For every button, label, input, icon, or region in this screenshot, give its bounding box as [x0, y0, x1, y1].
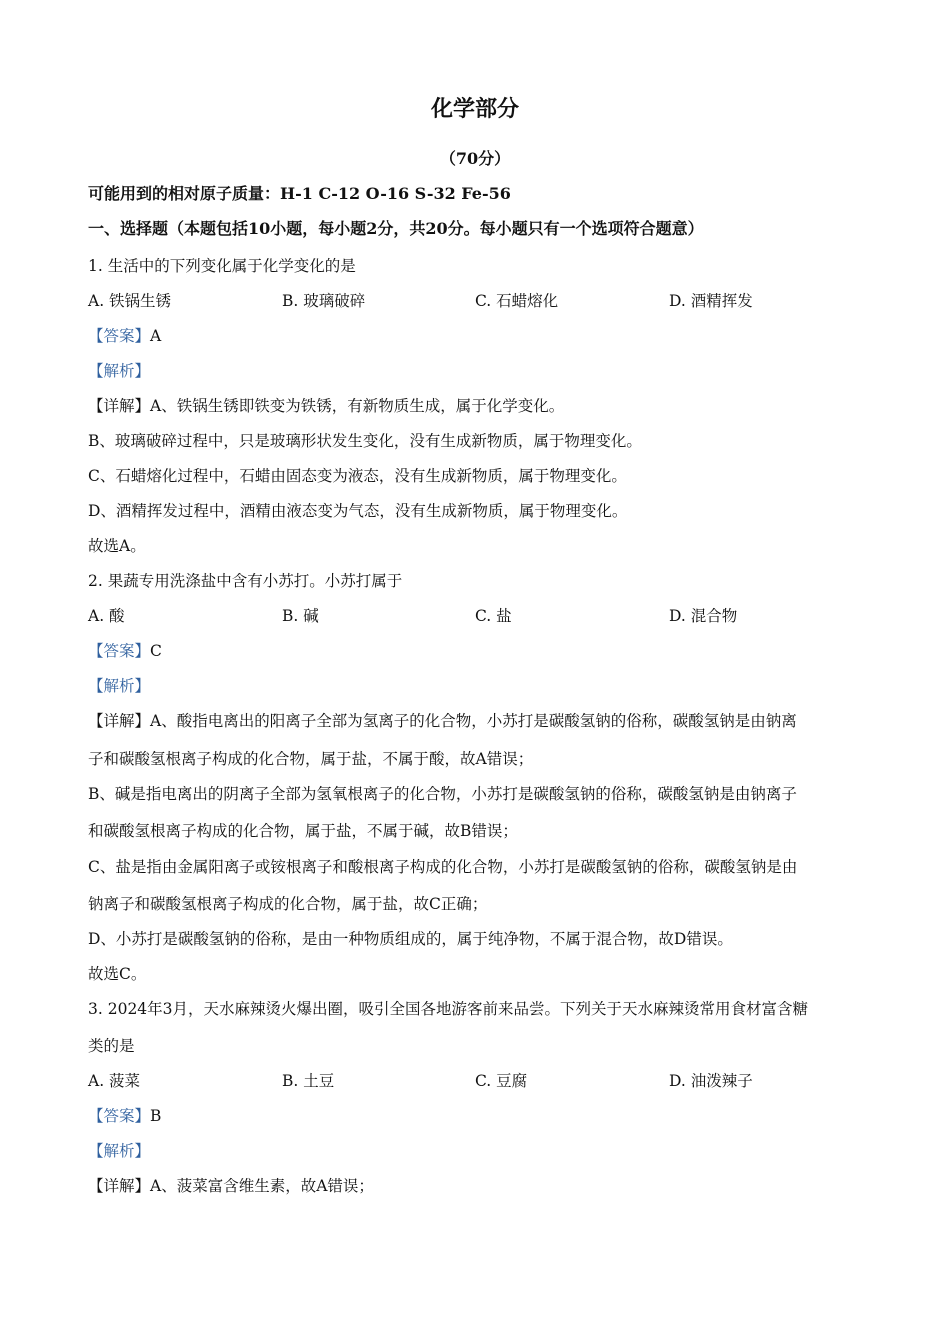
q2-detail-line: C、盐是指由金属阳离子或铵根离子和酸根离子构成的化合物，小苏打是碳酸氢钠的俗称，碳酸氢钠是由: [88, 858, 798, 876]
q3-detail: [88, 1176, 374, 1196]
q2-detail-line: B、碱是指电离出的阴离子全部为氢氧根离子的化合物，小苏打是碳酸氢钠的俗称，碳酸氢钠是由钠离子: [88, 785, 797, 803]
q2-option-a: A. 酸: [88, 607, 125, 625]
q1-stem: 1. 生活中的下列变化属于化学变化的是: [88, 257, 356, 275]
q2-detail-line: D、小苏打是碳酸氢钠的俗称，是由一种物质组成的，属于纯净物，不属于混合物，故D错误。: [88, 930, 733, 948]
q3-option-a: A. 菠菜: [88, 1072, 141, 1090]
q1-answer-value: A: [150, 327, 162, 345]
q2-detail-line: 钠离子和碳酸氢根离子构成的化合物，属于盐，故C正确；: [88, 895, 488, 913]
detail-label: 【详解】: [88, 397, 151, 415]
q2-option-b: B. 碱: [282, 607, 319, 625]
q2-detail-text: A、酸指电离出的阳离子全部为氢离子的化合物，小苏打是碳酸氢钠的俗称，碳酸氢钠是由钠离: [150, 712, 797, 730]
q2-stem: 2. 果蔬专用洗涤盐中含有小苏打。小苏打属于: [88, 572, 403, 590]
q2-answer-value: C: [150, 642, 162, 660]
q3-option-d: D. 油泼辣子: [669, 1072, 753, 1090]
q1-detail-line: C、石蜡熔化过程中，石蜡由固态变为液态，没有生成新物质，属于物理变化。: [88, 467, 627, 485]
q3-stem-cont: 类的是: [88, 1037, 135, 1055]
q2-conclusion: 故选C。: [88, 965, 147, 983]
q1-analysis-label: 【解析】: [88, 362, 151, 380]
section-heading: 一、选择题（本题包括10小题，每小题2分，共20分。每小题只有一个选项符合题意）: [88, 219, 704, 238]
q1-answer: [88, 326, 161, 346]
q2-option-c: C. 盐: [475, 607, 512, 625]
q1-detail-line: B、玻璃破碎过程中，只是玻璃形状发生变化，没有生成新物质，属于物理变化。: [88, 432, 642, 450]
detail-label: 【详解】: [88, 1177, 151, 1195]
q1-option-d: D. 酒精挥发: [669, 292, 753, 310]
detail-label: 【详解】: [88, 712, 151, 730]
q3-detail-text: A、菠菜富含维生素，故A错误；: [150, 1177, 374, 1195]
q2-detail-line: 和碳酸氢根离子构成的化合物，属于盐，不属于碱，故B错误；: [88, 822, 518, 840]
q2-detail-line: 子和碳酸氢根离子构成的化合物，属于盐，不属于酸，故A错误；: [88, 750, 534, 768]
q3-stem: 3. 2024年3月，天水麻辣烫火爆出圈，吸引全国各地游客前来品尝。下列关于天水麻辣烫常用食材富含糖: [88, 1000, 809, 1018]
q2-options: [88, 606, 888, 626]
q1-conclusion: 故选A。: [88, 537, 146, 555]
q1-option-a: A. 铁锅生锈: [88, 292, 172, 310]
q2-option-d: D. 混合物: [669, 607, 738, 625]
q3-option-b: B. 土豆: [282, 1072, 335, 1090]
answer-label: 【答案】: [88, 1107, 151, 1125]
q1-detail: [88, 396, 564, 416]
q2-analysis-label: 【解析】: [88, 677, 151, 695]
total-score: （70分）: [439, 149, 511, 168]
q1-option-b: B. 玻璃破碎: [282, 292, 366, 310]
page-title: 化学部分: [430, 96, 519, 122]
q3-answer-value: B: [150, 1107, 162, 1125]
q3-analysis-label: 【解析】: [88, 1142, 151, 1160]
answer-label: 【答案】: [88, 327, 151, 345]
q1-detail-text: A、铁锅生锈即铁变为铁锈，有新物质生成，属于化学变化。: [150, 397, 565, 415]
answer-label: 【答案】: [88, 642, 151, 660]
q3-option-c: C. 豆腐: [475, 1072, 528, 1090]
q2-answer: [88, 641, 162, 661]
q3-options: [88, 1071, 888, 1091]
atomic-mass-line: 可能用到的相对原子质量：H-1 C-12 O-16 S-32 Fe-56: [88, 184, 511, 203]
q3-answer: [88, 1106, 161, 1126]
q2-detail: [88, 711, 797, 731]
q1-option-c: C. 石蜡熔化: [475, 292, 559, 310]
q1-options: [88, 291, 888, 311]
q1-detail-line: D、酒精挥发过程中，酒精由液态变为气态，没有生成新物质，属于物理变化。: [88, 502, 628, 520]
